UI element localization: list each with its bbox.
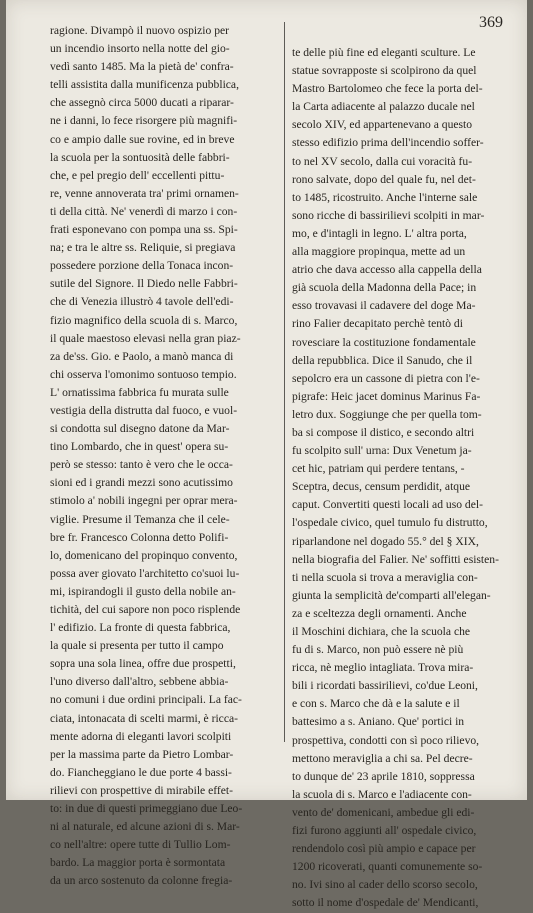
text-line: mettono meraviglia a chi sa. Pel decre- [292,751,473,765]
text-line: possa aver giovato l'architetto co'suoi lu- [50,566,240,580]
text-line: si condotta sul disegno datone da Mar- [50,422,230,436]
text-line: che di Venezia illustrò 4 tavole dell'edi- [50,295,234,309]
text-line: ba si compose il distico, e secondo altri [292,425,475,439]
text-line: sioni ed i grandi mezzi sono acutissimo [50,476,233,490]
text-line: rilievi con prospettive di mirabile effet- [50,783,233,797]
text-line: no. Ivi sino al cader dello scorso secolo, [292,878,478,892]
text-line: caput. Convertiti questi locali ad uso del- [292,498,483,512]
book-page [6,0,527,910]
text-line: ciata, intonacata di scelti marmi, è ricca- [50,711,238,725]
text-line: vestigia della distrutta dal fuoco, e vuol- [50,403,238,417]
text-line: ni al naturale, ed alcune azioni di s. Mar- [50,820,240,834]
text-line: riparlandone nel dogado 55.° del § XIX, [292,534,479,548]
right-text-column [292,44,520,913]
text-line: telli assistita dalla munificenza pubblica, [50,78,239,92]
text-line: lo, domenicano del propinquo convento, [50,548,238,562]
text-line: l'ospedale civico, quel tumulo fu distrutto, [292,516,488,530]
text-line: co e ampio dalle sue rovine, ed in breve [50,132,235,146]
text-line: battesimo a s. Aniano. Que' portici in [292,715,465,729]
text-line: to 1485, ricostruito. Anche l'interne sale [292,190,478,204]
text-line: l' edifizio. La fronte di questa fabbrica, [50,621,231,635]
text-line: 1200 ricoverati, quanti comunemente so- [292,860,483,874]
text-line: sepolcro era un cassone di pietra con l'e- [292,371,480,385]
text-line: tino Lombardo, che in quest' opera su- [50,440,229,454]
text-line: della repubblica. Dice il Sanudo, che il [292,353,473,367]
text-line: vento de' domenicani, ambedue gli edi- [292,805,475,819]
text-line: e con s. Marco che dà e la salute e il [292,697,460,711]
text-line: na; e tra le altre ss. Reliquie, si pregiava [50,241,236,255]
text-line: fizi furono aggiunti all' ospedale civico, [292,824,477,838]
text-line: nella biografia del Falier. Ne' soffitti esisten- [292,552,499,566]
text-line: l'uno diverso dall'altro, sebbene abbia- [50,675,229,689]
text-line: no comuni i due ordini principali. La fac- [50,693,242,707]
text-line: prospettiva, condotti con sì poco rilievo, [292,733,480,747]
text-line: cet hic, patriam qui perdere tentans, - [292,462,465,476]
text-line: secolo XIV, ed appartenevano a questo [292,118,473,132]
text-line: za de'ss. Gio. e Paolo, a manò manca di [50,349,234,363]
text-line: tichità, del cui sapore non poco risplende [50,603,241,616]
text-line: rendendolo così più ampio e capace per [292,842,476,856]
text-line: to nel XV secolo, dalla cui voracità fu- [292,154,473,168]
text-line: mente adorna di eleganti lavori scolpiti [50,729,232,743]
text-line: la quale si presenta per tutto il campo [50,639,224,653]
text-line: sotto il nome d'ospedale de' Mendicanti, [292,896,479,910]
text-line: la Carta adiacente al palazzo ducale nel [292,100,475,114]
text-line: viglie. Presume il Temanza che il cele- [50,512,230,526]
text-line: già scuola della Madonna della Pace; in [292,281,477,295]
text-line: il quale maestoso elevasi nella gran piaz- [50,331,241,345]
text-line: letro dux. Soggiunge che per quella tom- [292,407,482,421]
text-line: bardo. La maggior porta è sormontata [50,856,226,870]
text-line: vedì santo 1485. Ma la pietà de' confra- [50,60,234,74]
text-line: bili i ricordati bassirilievi, co'due Leoni, [292,679,478,693]
text-line: mi, ispirandogli il gusto della nobile an- [50,584,236,598]
text-line: mo, e d'intagli in legno. L' altra porta, [292,226,467,240]
text-line: il Moschini dichiara, che la scuola che [292,625,471,638]
text-line: frati esponevano con pompa una ss. Spi- [50,223,238,237]
text-line: atrio che dava accesso alla cappella della [292,263,482,277]
text-line: stesso edifizio prima dell'incendio soffer- [292,136,484,150]
text-line: to dunque de' 23 aprile 1810, soppressa [292,769,475,783]
text-line: do. Fiancheggiano le due porte 4 bassi- [50,765,232,779]
text-line: rino Falier decapitato perchè tentò di [292,317,463,331]
text-line: per la massima parte da Pietro Lombar- [50,747,234,761]
text-line: sopra una sola linea, offre due prospetti, [50,657,236,671]
text-line: chi osserva l'omonimo sontuoso tempio. [50,367,237,381]
text-line: alla maggiore propinqua, mette ad un [292,245,466,259]
text-line: fizio magnifico della scuola di s. Marco, [50,313,238,327]
text-line: re, venne annoverata tra' primi ornamen- [50,186,239,200]
text-line: che, e pel pregio dell' eccellenti pittu- [50,168,225,182]
text-line: te delle più fine ed eleganti sculture. Le [292,46,476,59]
text-line: rono salvate, dopo del quale fu, nel det- [292,172,476,186]
text-line: pigrafe: Heic jacet dominus Marinus Fa- [292,389,481,403]
text-line: sono ricche di bassirilievi scolpiti in mar- [292,208,485,222]
text-line: statue sovrapposte si scolpirono da quel [292,64,477,78]
text-line: possedere porzione della Tonaca incon- [50,259,234,273]
text-line: co nell'altre: opere tutte di Tullio Lom- [50,838,231,852]
text-line: ragione. Divampò il nuovo ospizio per [50,24,230,37]
text-line: bre fr. Francesco Colonna detto Polifi- [50,530,229,544]
text-line: ne i danni, lo fece risorgere più magnifi- [50,114,238,128]
text-line: la scuola per la sontuosità delle fabbri- [50,150,230,164]
text-line: esso trovavasi il cadavere del doge Ma- [292,299,476,313]
left-text-column [50,22,278,891]
text-line: to: in due di questi primeggiano due Leo- [50,802,243,816]
text-line: rovesciare la costituzione fondamentale [292,335,476,349]
text-line: ti nella scuola si trova a meraviglia con- [292,570,478,584]
text-line: ti della città. Ne' venerdì di marzo i con- [50,204,238,218]
text-line: L' ornatissima fabbrica fu murata sulle [50,385,229,399]
text-line: ricca, nè meglio intagliata. Trova mira- [292,661,474,675]
text-line: za e sceltezza degli ornamenti. Anche [292,606,467,620]
text-line: da un arco sostenuto da colonne fregia- [50,874,233,888]
text-line: che assegnò circa 5000 ducati a riparar- [50,96,234,110]
text-line: la scuola di s. Marco e l'adiacente con- [292,787,472,801]
text-line: fu di s. Marco, non può essere nè più [292,643,464,657]
text-line: sutile del Signore. Il Diedo nelle Fabbri- [50,277,238,291]
text-line: fu scolpito sull' urna: Dux Venetum ja- [292,444,472,458]
text-line: però se stesso: tanto è vero che le occa- [50,458,233,472]
column-divider [284,22,285,742]
text-line: stimolo a' nobili ingegni per oprar mera- [50,494,238,508]
text-line: un incendio insorto nella notte del gio- [50,42,230,56]
page-number: 369 [479,14,503,31]
text-line: Mastro Bartolomeo che fece la porta del- [292,82,483,96]
text-line: giunta la semplicità de'comparti all'elegan- [292,588,491,602]
text-line: Sceptra, decus, censum perdidit, atque [292,480,471,494]
